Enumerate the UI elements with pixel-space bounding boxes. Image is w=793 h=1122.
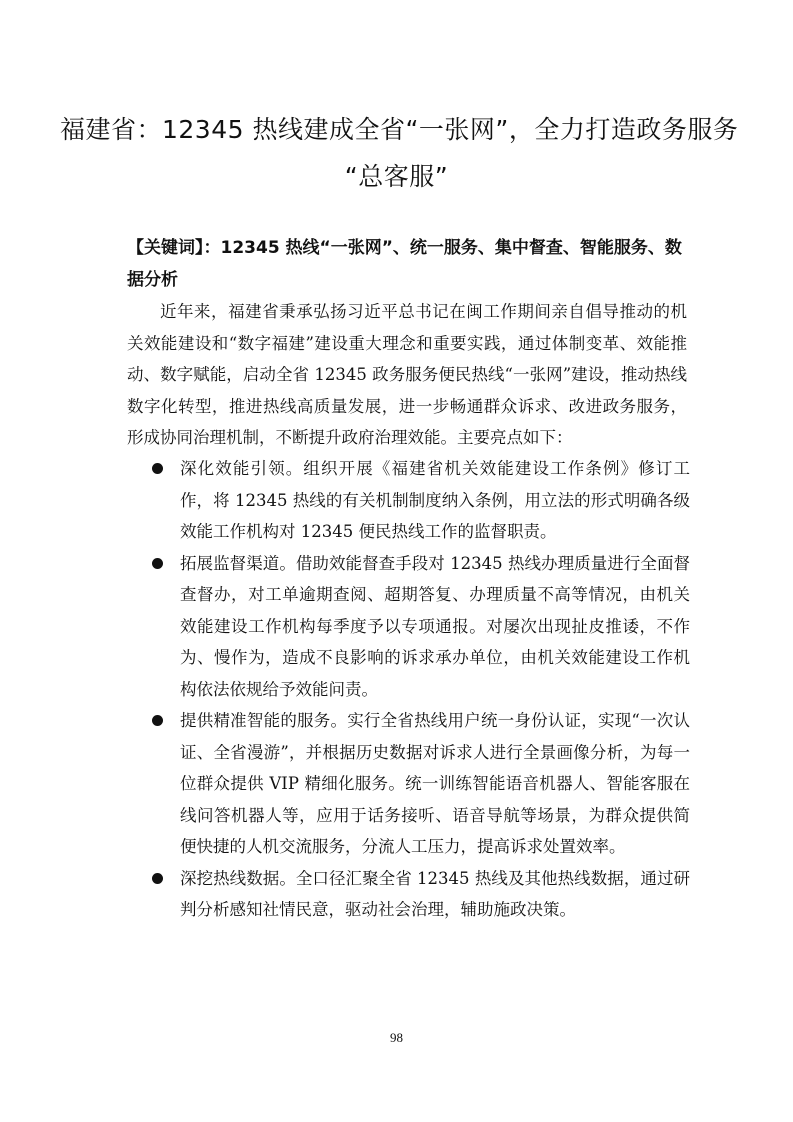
list-item xyxy=(142,863,690,926)
page-number: 98 xyxy=(390,1030,403,1045)
list-item-text: 提供精准智能的服务。实行全省热线用户统一身份认证，实现“一次认证、全省漫游”，并根据历史数据对诉求人进行全景画像分析，为每一位群众提供 VIP 精细化服务。统一训练智能语音机器人、智能客服在线问答机器人等，应用于话务接听、语音导航等场景，为群众提供简便快捷的人机交流服务，分流人工压力，提高诉求处置效率。 xyxy=(180,711,690,856)
list-item xyxy=(142,705,690,863)
keywords-paragraph: 【关键词】：12345 热线“一张网”、统一服务、集中督查、智能服务、数据分析 xyxy=(127,238,682,290)
list-item-text: 深挖热线数据。全口径汇聚全省 12345 热线及其他热线数据，通过研判分析感知社情民意，驱动社会治理，辅助施政决策。 xyxy=(180,868,690,919)
list-item-text: 深化效能引领。组织开展《福建省机关效能建设工作条例》修订工作，将 12345 热线的有关机制制度纳入条例，用立法的形式明确各级效能工作机构对 12345 便民热线工作的监督职责。 xyxy=(180,459,690,541)
intro-paragraph: 近年来，福建省秉承弘扬习近平总书记在闽工作期间亲自倡导推动的机关效能建设和“数字福建”建设重大理念和重要实践，通过体制变革、效能推动、数字赋能，启动全省 12345 政务服务便民热线“一张网”建设，推动热线数字化转型，推进热线高质量发展，进一步畅通群众诉求、改进政务服务，形成协同治理机制，不断提升政府治理效能。主要亮点如下： xyxy=(127,302,687,447)
title-line-2: “总客服” xyxy=(344,162,449,191)
bullet-icon xyxy=(152,873,163,884)
title-line-1: 福建省：12345 热线建成全省“一张网”，全力打造政务服务 xyxy=(60,115,739,144)
bullet-icon xyxy=(152,558,163,569)
highlights-list xyxy=(142,453,690,926)
list-item-text: 拓展监督渠道。借助效能督查手段对 12345 热线办理质量进行全面督查督办，对工单逾期查阅、超期答复、办理质量不高等情况，由机关效能建设工作机构每季度予以专项通报。对屡次出现扯皮推诿，不作为、慢作为，造成不良影响的诉求承办单位，由机关效能建设工作机构依法依规给予效能问责。 xyxy=(180,553,690,699)
document-title xyxy=(60,106,739,200)
bullet-icon xyxy=(152,715,163,726)
list-item xyxy=(142,548,690,706)
list-item xyxy=(142,453,690,548)
bullet-icon xyxy=(152,463,163,474)
